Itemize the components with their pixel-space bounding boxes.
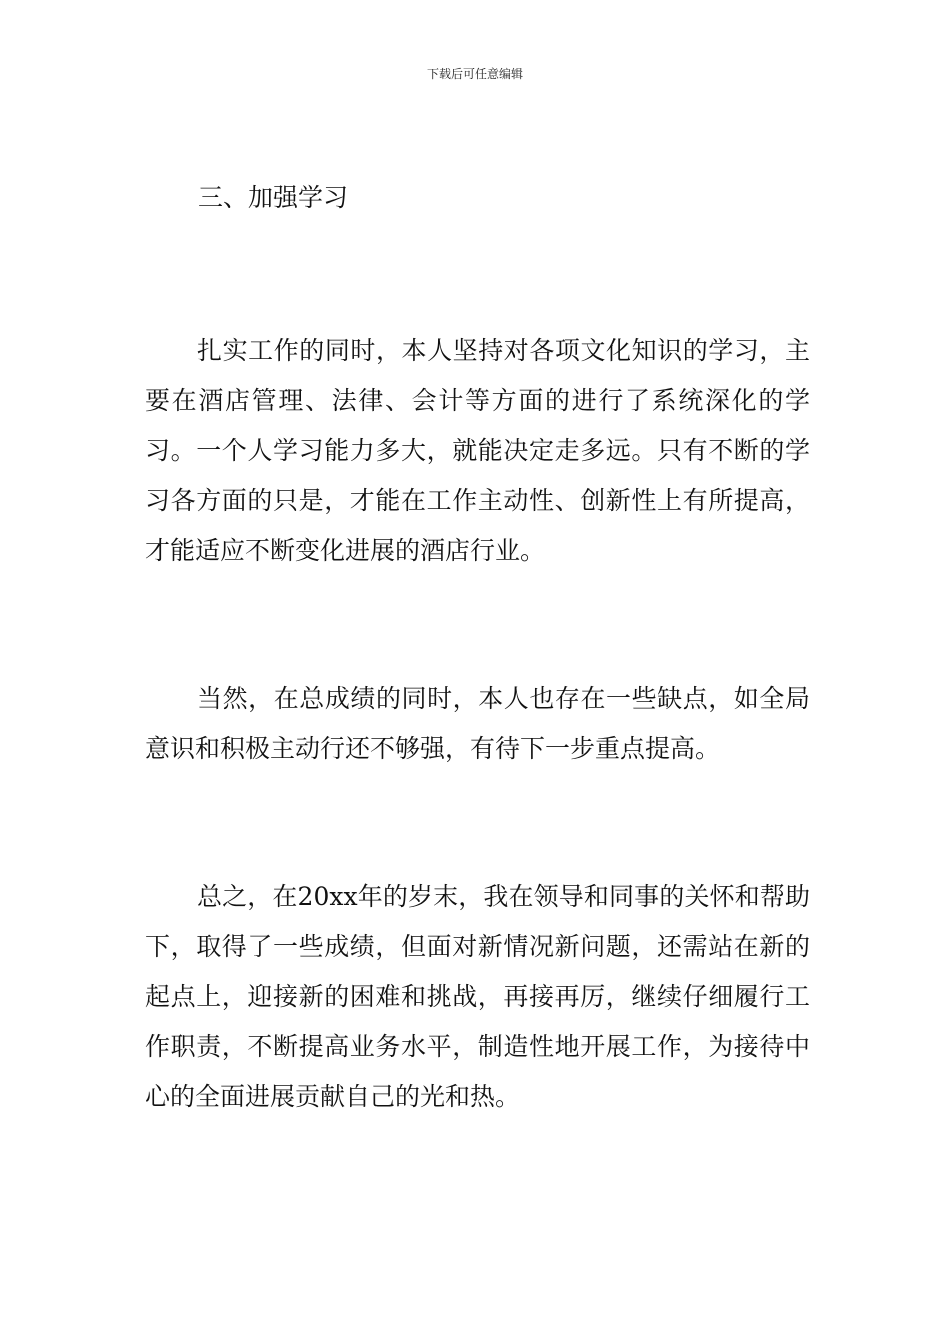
header-note: 下载后可任意编辑 (426, 67, 523, 81)
paragraph-conclusion: 总之，在20xx年的岁末，我在领导和同事的关怀和帮助下，取得了一些成绩，但面对新情况新问题，还需站在新的起点上，迎接新的困难和挑战，再接再厉，继续仔细履行工作职责，不断提高业务水平，制造性地开展工作，为接待中心的全面进展贡献自己的光和热。 (145, 882, 810, 1111)
section-heading: 三、加强学习 (198, 183, 349, 212)
paragraph-study: 扎实工作的同时，本人坚持对各项文化知识的学习，主要在酒店管理、法律、会计等方面的进行了系统深化的学习。一个人学习能力多大，就能决定走多远。只有不断的学习各方面的只是，才能在工作主动性、创新性上有所提高，才能适应不断变化进展的酒店行业。 (145, 336, 810, 565)
paragraph-shortcomings: 当然，在总成绩的同时，本人也存在一些缺点，如全局意识和积极主动行还不够强，有待下一步重点提高。 (145, 684, 810, 763)
